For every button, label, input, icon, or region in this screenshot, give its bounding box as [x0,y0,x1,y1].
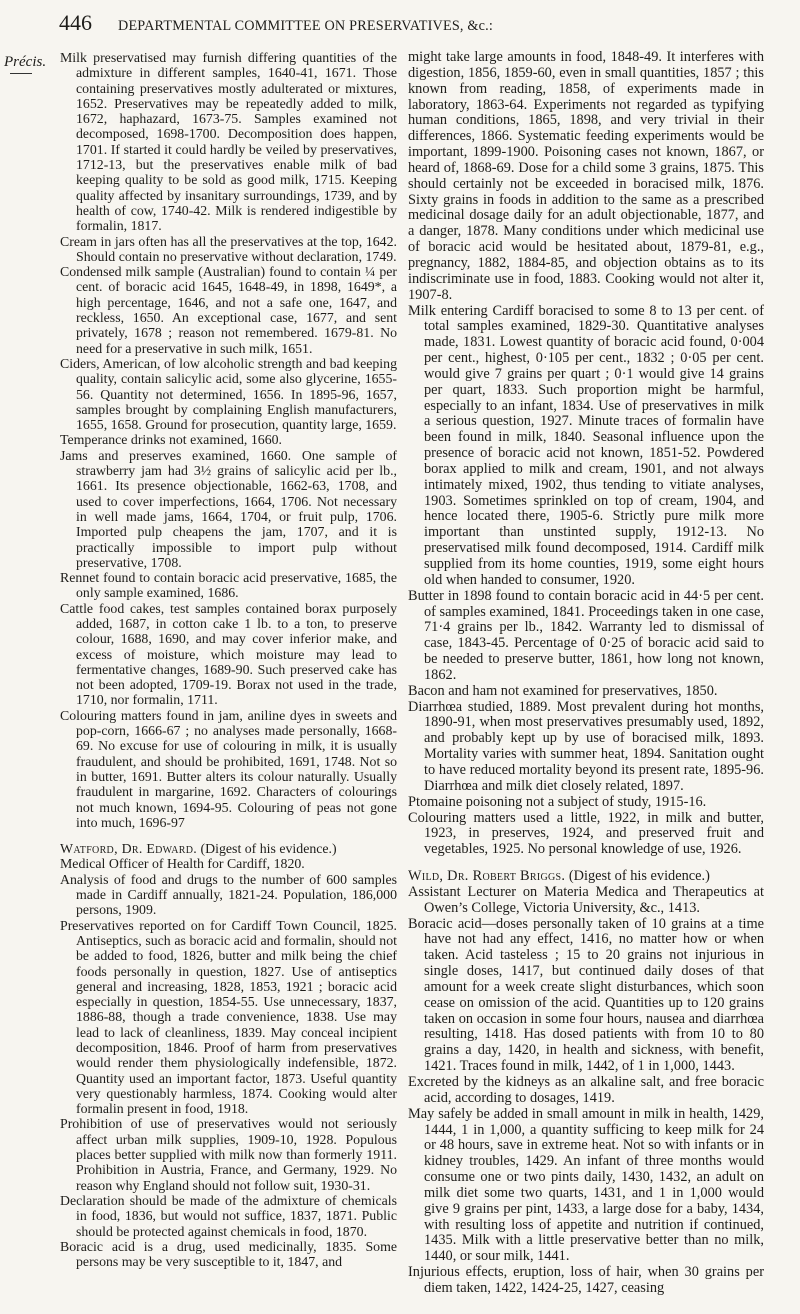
margin-rule [10,73,32,74]
page-header [0,10,800,36]
witness-title: Assistant Lecturer on Materia Medica and Therapeutics at Owen’s College, Victoria University, &c., 1413. [408,883,764,916]
entry-analysis: Analysis of food and drugs to the number of 600 samples made in Cardiff annually, 1821-24. Population, 186,000 persons, 1909. [60,871,397,918]
witness-note: (Digest of his evidence.) [568,868,710,885]
entry-preservatives: Preservatives reported on for Cardiff Town Council, 1825. Antiseptics, such as boracic acid and formalin, should not be added to food, 1826, butter and milk being the chief foods personally in question, 1827. Use of antiseptics general and increasing, 1828, 1853, 1921 ; boracic acid especially in question, 1854-55. Use unnecessary, 1837, 1886-88, though a trade convenience, 1838. Use may lead to lack of cleanliness, 1839. May conceal incipient decomposition, 1846. Proof of harm from preservatives would render them physiologically indefensible, 1872. Quantity used an important factor, 1873. Useful quantity very questionably harmless, 1874. Cooking would alter formalin present in food, 1918. [60,917,397,1117]
entry-declaration: Declaration should be made of the admixture of chemicals in food, 1836, but would not suffice, 1837, 1871. Public should be protected against chemicals in food, 1870. [60,1192,397,1239]
left-column [60,50,397,1269]
witness-heading-wild [408,869,764,885]
entry-ciders: Ciders, American, of low alcoholic strength and bad keeping quality, contain salicylic acid, some also glycerine, 1655-56. Quantity not determined, 1656. In 1895-96, 1657, samples brought by complaining English manufacturers, 1655, 1658. Ground for prosecution, quantity large, 1659. [60,355,397,433]
right-column [408,50,764,1297]
entry-diarrhoea: Diarrhœa studied, 1889. Most prevalent during hot months, 1890-91, when most preservatives presumably used, 1892, and probably kept up by use of boracised milk, 1893. Mortality varies with summer heat, 1894. Sanitation ought to have reduced mortality beyond its present rate, 1895-96. Diarrhœa and milk diet closely related, 1897. [408,698,764,794]
margin-label: Précis. [4,54,47,70]
witness-heading-watford [60,841,397,856]
entry-may-safely: May safely be added in small amount in milk in health, 1429, 1444, 1 in 1,000, a quantity sufficing to keep milk for 24 or 48 hours, save in extreme heat. Not so with infants or in kidney troubles, 1429. An infant of three months would consume one or two pints daily, 1430, 1432, an adult on milk diet some two quarts, 1431, and 1 in 1,000 would give 9 grains per pint, 1433, a large dose for a baby, 1434, with resulting loss of appetite and nutrition if continued, 1435. Milk with a little preservative better than no milk, 1440, or sour milk, 1441. [408,1105,764,1265]
witness-name: Wild, Dr. Robert Briggs. [408,868,566,885]
entry-condensed-milk: Condensed milk sample (Australian) found to contain ¼ per cent. of boracic acid 1645, 1648-49, in 1898, 1649*, a high percentage, 1646, and not a safe one, 1647, and reckless, 1650. An exceptional case, 1677, and sent privately, 1678 ; reason not remembered. 1679-81. No need for a preservative in such milk, 1651. [60,264,397,356]
entry-injurious: Injurious effects, eruption, loss of hair, when 30 grains per diem taken, 1422, 1424-25, 1427, ceasing [408,1264,764,1296]
entry-ptomaine: Ptomaine poisoning not a subject of study, 1915-16. [408,793,707,810]
entry-colouring-matters: Colouring matters found in jam, aniline dyes in sweets and pop-corn, 1666-67 ; no analyses made personally, 1668-69. No excuse for use of colouring in milk, it is usually fraudulent, and should be prohibited, 1691, 1748. Not so in butter, 1691. Butter alters its colour naturally. Usually fraudulent in margarine, 1692. Characters of colourings not much known, 1694-95. Colouring of peas not gone into much, 1696-97 [60,707,397,830]
witness-note: (Digest of his evidence.) [200,841,337,857]
running-head: DEPARTMENTAL COMMITTEE ON PRESERVATIVES, &c.: [118,18,494,34]
witness-name: Watford, Dr. Edward. [60,841,198,857]
page-number: 446 [59,10,92,35]
entry-butter: Butter in 1898 found to contain boracic acid in 44·5 per cent. of samples examined, 1841. Proceedings taken in one case, 71·4 grains per lb., 1842. Warranty led to dismissal of case, 1843-45. Percentage of 0·25 of boracic acid said to be needed to preserve butter, 1861, how long not known, 1862. [408,587,764,683]
entry-milk-cardiff: Milk entering Cardiff boracised to some 8 to 13 per cent. of total samples examined, 1829-30. Quantitative analyses made, 1831. Lowest quantity of boracic acid found, 0·004 per cent., highest, 0·105 per cent., 1832 ; 0·05 per cent. would give 7 grains per quart ; 0·1 would give 14 grains per quart, 1833. Such proportion might be harmful, especially to an infant, 1834. Use of preservatives in milk a serious question, 1927. Minute traces of formalin have been found in milk, 1840. Seasonal influence upon the presence of boracic acid not known, 1851-52. Powdered borax applied to milk and cream, 1901, and not always intimately mixed, 1902, thus tending to vitiate analyses, 1903. Sometimes sprinkled on top of cream, 1904, and hence located there, 1905-6. Strictly pure milk more important than unstinted supply, 1912-13. No preservatised milk found decomposed, 1914. Cardiff milk supplied from its home counties, 1919, some eight hours old when handed to consumer, 1920. [408,302,764,588]
witness-title: Medical Officer of Health for Cardiff, 1820. [60,856,305,872]
entry-temperance-drinks: Temperance drinks not examined, 1660. [60,432,282,448]
entry-rennet: Rennet found to contain boracic acid preservative, 1685, the only sample examined, 1686. [60,570,397,601]
entry-cream: Cream in jars often has all the preservatives at the top, 1642. Should contain no preservative without declaration, 1749. [60,233,397,264]
entry-continuation: might take large amounts in food, 1848-49. It interferes with digestion, 1856, 1859-60, even in small quantities, 1857 ; this known from reading, 1858, of experiments made in laboratory, 1863-64. Experiments not regarded as typifying human conditions, 1865, 1898, and very trivial in their differences, 1866. Systematic feeding experiments would be important, 1899-1900. Poisoning cases not known, 1867, or heard of, 1868-69. Dose for a child some 3 grains, 1875. This should certainly not be exceeded in boracised milk, 1876. Sixty grains in foods in addition to the same as a prescribed medicinal dosage daily for an adult objectionable, 1877, and a danger, 1878. Many conditions under which medicinal use of boracic acid would be hesitated about, 1879-81, e.g., pregnancy, 1882, 1884-85, and objection obtains as to its indiscriminate use in food, 1883. Cooking would not alter it, 1907-8. [408,49,764,303]
entry-boracic-acid: Boracic acid is a drug, used medicinally, 1835. Some persons may be very susceptible to it, 1847, and [60,1238,397,1270]
entry-boracic-doses: Boracic acid—doses personally taken of 10 grains at a time have not had any effect, 1416, no matter how or when taken. Acid tasteless ; 15 to 20 grains not injurious in single doses, 1417, but continued daily doses of that amount for a week create slight disturbances, which soon cease on omission of the acid. Quantities up to 120 grains taken on occasion in some four hours, nausea and diarrhœa resulting, 1418. Has dosed patients with from 10 to 80 grains a day, 1420, in health and sickness, with benefit, 1421. Traces found in milk, 1442, of 1 in 1,000, 1443. [408,915,764,1075]
entry-jams: Jams and preserves examined, 1660. One sample of strawberry jam had 3½ grains of salicylic acid per lb., 1661. Its presence objectionable, 1662-63, 1708, and used to cover imperfections, 1664, 1706. Not necessary in well made jams, 1664, 1704, or fruit pulp, 1706. Imported pulp cheapens the jam, 1707, and it is practically impossible to import pulp without preservative, 1708. [60,447,397,570]
entry-milk: Milk preservatised may furnish differing quantities of the admixture in different samples, 1640-41, 1671. Those containing preservatives mostly adulterated or mixtures, 1652. Preservatives may be repeatedly added to milk, 1672, haphazard, 1673-75. Samples examined not decomposed, 1698-1700. Decomposition does happen, 1701. If started it could hardly be veiled by preservatives, 1712-13, but the preservatives enable milk of bad keeping quality to be sold as good milk, 1715. Keeping quality affected by insanitary surroundings, 1739, and by health of cow, 1740-42. Milk is rendered indigestible by formalin, 1817. [60,50,397,234]
entry-excreted: Excreted by the kidneys as an alkaline salt, and free boracic acid, according to dosages, 1419. [408,1074,764,1106]
entry-prohibition: Prohibition of use of preservatives would not seriously affect urban milk supplies, 1909-10, 1928. Populous places better supplied with milk now than formerly 1911. Prohibition in Austria, France, and Germany, 1929. No reason why England should not follow suit, 1930-31. [60,1116,397,1193]
entry-bacon: Bacon and ham not examined for preservatives, 1850. [408,682,718,699]
entry-cattle-food: Cattle food cakes, test samples contained borax purposely added, 1687, in cotton cake 1 lb. to a ton, to preserve colour, 1688, 1690, and may cover inferior make, and excess of moisture, which moisture may lead to fermentative changes, 1689-90. Such preserved cake has not been adopted, 1709-19. Borax not used in the trade, 1710, nor formalin, 1711. [60,600,397,708]
entry-colouring: Colouring matters used a little, 1922, in milk and butter, 1923, in preserves, 1924, and preserved fruit and vegetables, 1925. No personal knowledge of use, 1926. [408,809,764,858]
